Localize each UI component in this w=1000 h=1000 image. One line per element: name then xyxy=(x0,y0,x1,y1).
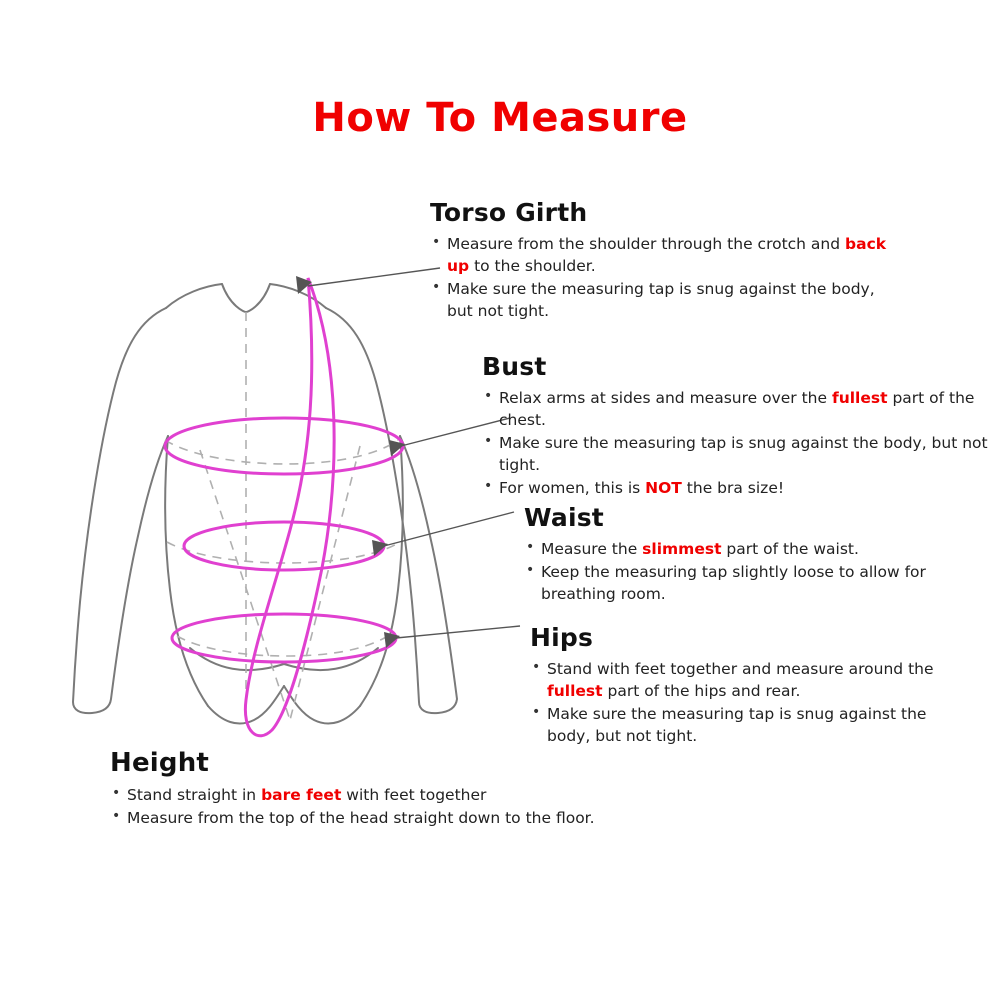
section-height xyxy=(110,748,630,830)
list-item xyxy=(430,233,900,277)
list-item xyxy=(530,703,950,747)
section-hips xyxy=(530,623,950,748)
bullet-list-waist xyxy=(524,538,964,605)
bullet-text: Make sure the measuring tap is snug against the body, but not tight. xyxy=(547,705,927,745)
bullet-list-bust xyxy=(482,387,1000,499)
bullet-text: For women, this is xyxy=(499,479,646,497)
bullet-highlight: fullest xyxy=(547,682,603,700)
bullet-text: Keep the measuring tap slightly loose to allow for breathing room. xyxy=(541,563,926,603)
bullet-text: to the shoulder. xyxy=(469,257,596,275)
bullet-text: the bra size! xyxy=(681,479,785,497)
section-waist xyxy=(524,503,964,606)
section-heading-torso-girth: Torso Girth xyxy=(430,198,588,227)
bullet-list-hips xyxy=(530,658,950,747)
bullet-text: with feet together xyxy=(341,786,487,804)
bullet-text: Measure from the top of the head straight down to the floor. xyxy=(127,809,595,827)
list-item xyxy=(482,432,1000,476)
bullet-text: Make sure the measuring tap is snug against the body, but not tight. xyxy=(447,280,875,320)
bullet-text: part of the chest. xyxy=(499,389,975,429)
section-heading-hips: Hips xyxy=(530,623,594,652)
bullet-list-height xyxy=(110,784,630,829)
bullet-text: part of the hips and rear. xyxy=(602,682,801,700)
page-title: How To Measure xyxy=(312,95,688,141)
list-item xyxy=(110,784,630,806)
list-item xyxy=(530,658,950,702)
bullet-text: Relax arms at sides and measure over the xyxy=(499,389,832,407)
bullet-text: Measure the xyxy=(541,540,643,558)
list-item xyxy=(110,807,630,829)
bullet-text: Stand with feet together and measure around the xyxy=(547,660,934,678)
list-item xyxy=(524,538,964,560)
section-heading-bust: Bust xyxy=(482,352,547,381)
bullet-text: Stand straight in xyxy=(127,786,262,804)
section-heading-waist: Waist xyxy=(524,503,604,532)
list-item xyxy=(482,477,1000,499)
list-item xyxy=(482,387,1000,431)
section-torso-girth xyxy=(430,198,900,323)
section-heading-height: Height xyxy=(110,748,210,778)
bullet-text: part of the waist. xyxy=(721,540,859,558)
bullet-highlight: NOT xyxy=(645,479,682,497)
bullet-highlight: fullest xyxy=(831,389,888,407)
bullet-highlight: back up xyxy=(447,235,887,275)
bullet-list-torso-girth xyxy=(430,233,900,322)
bullet-text: Make sure the measuring tap is snug against the body, but not tight. xyxy=(499,434,988,474)
bullet-highlight: slimmest xyxy=(642,540,722,558)
list-item xyxy=(430,278,900,322)
list-item xyxy=(524,561,964,605)
bullet-text: Measure from the shoulder through the crotch and xyxy=(447,235,846,253)
body-figure-illustration xyxy=(40,250,560,810)
section-bust xyxy=(482,352,1000,500)
bullet-highlight: bare feet xyxy=(261,786,342,804)
